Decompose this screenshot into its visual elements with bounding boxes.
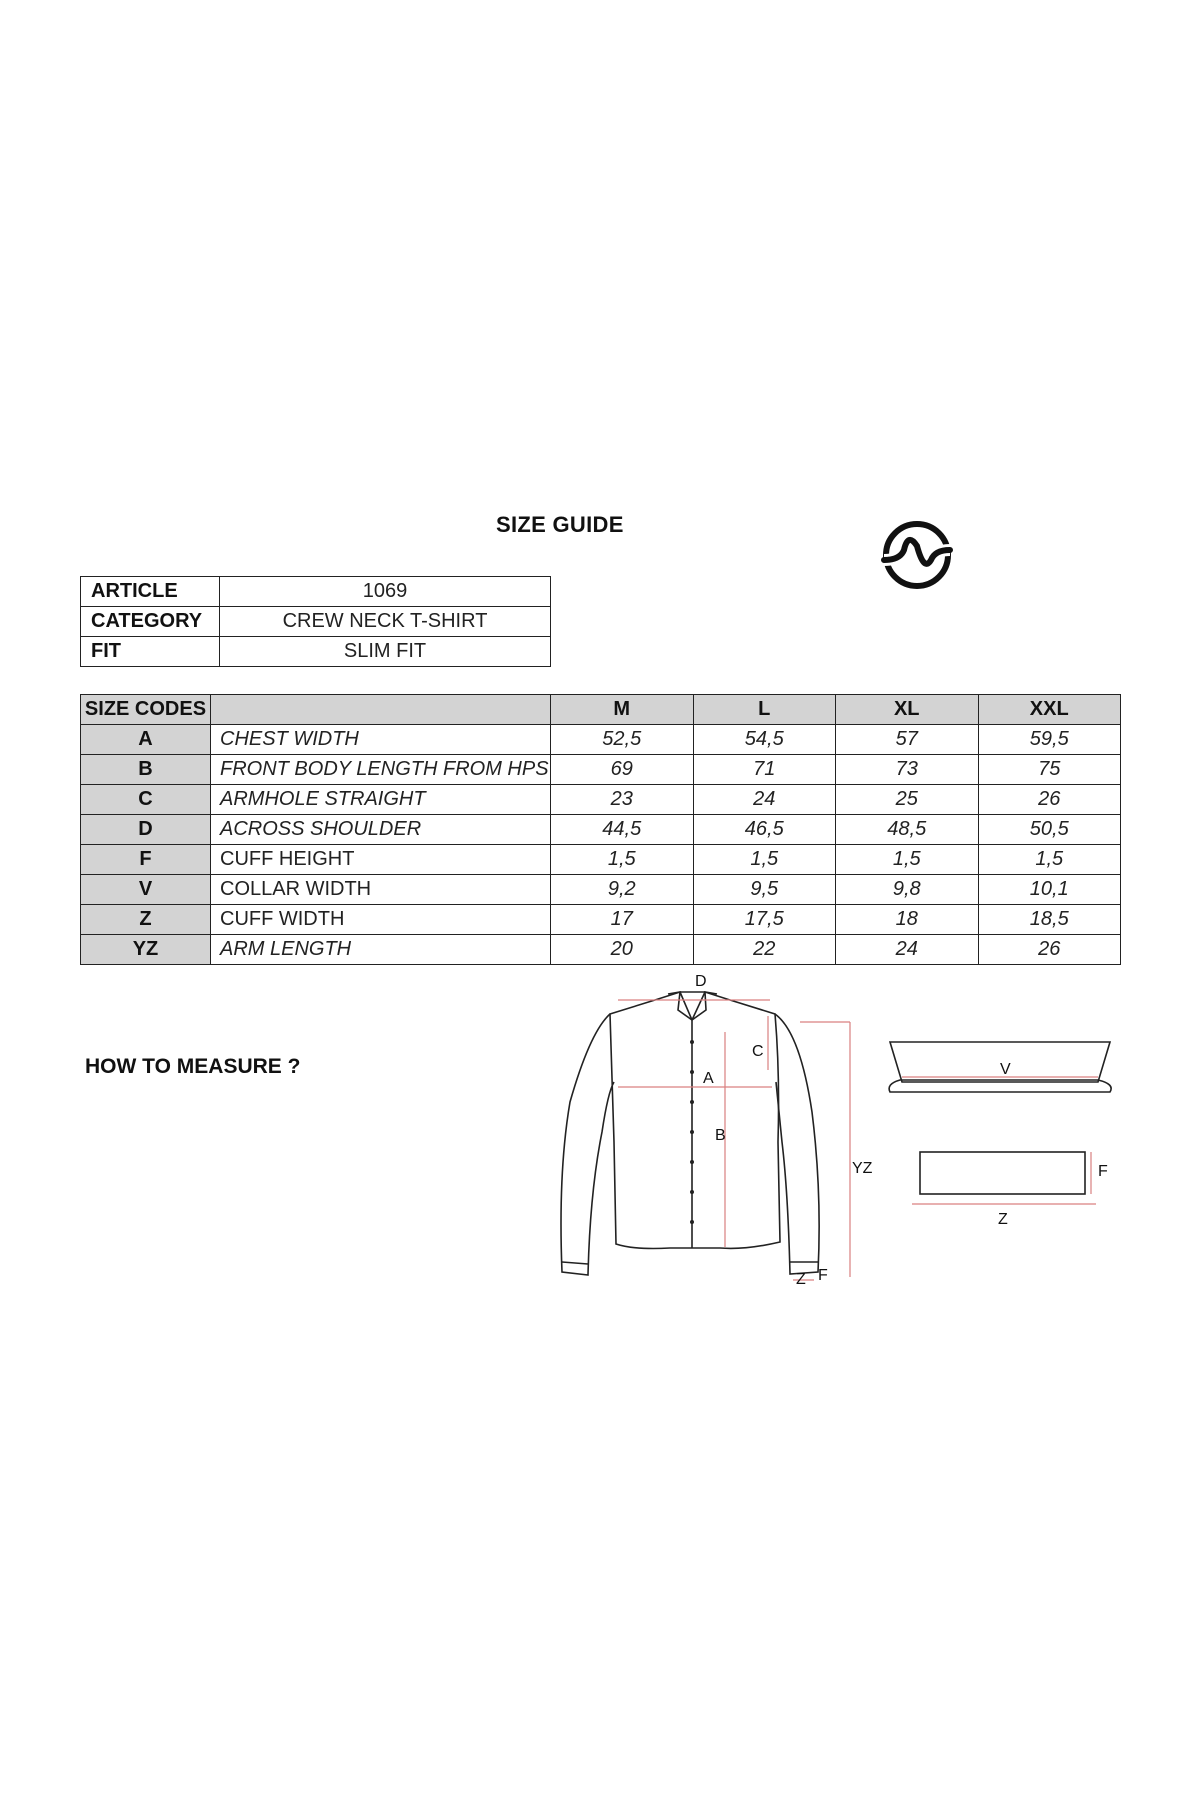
size-code-cell: Z bbox=[81, 905, 211, 935]
measurement-value-cell: 44,5 bbox=[551, 815, 694, 845]
measurement-label-cell: ARMHOLE STRAIGHT bbox=[211, 785, 551, 815]
info-value: 1069 bbox=[220, 577, 551, 607]
size-header-row bbox=[81, 695, 1121, 725]
shirt-measurement-diagram bbox=[550, 972, 1130, 1302]
measurement-value-cell: 54,5 bbox=[693, 725, 836, 755]
measurement-value-cell: 23 bbox=[551, 785, 694, 815]
description-header bbox=[211, 695, 551, 725]
measurement-value-cell: 26 bbox=[978, 785, 1121, 815]
diagram-label-v: V bbox=[1000, 1061, 1011, 1078]
diagram-label-f-cuff: F bbox=[1098, 1163, 1108, 1180]
measurement-value-cell: 46,5 bbox=[693, 815, 836, 845]
how-to-measure-heading: HOW TO MEASURE ? bbox=[85, 1055, 301, 1078]
measurement-label-cell: CHEST WIDTH bbox=[211, 725, 551, 755]
diagram-label-yz: YZ bbox=[852, 1160, 873, 1177]
measurement-value-cell: 26 bbox=[978, 935, 1121, 965]
size-code-cell: YZ bbox=[81, 935, 211, 965]
info-key: FIT bbox=[81, 637, 220, 667]
table-row bbox=[81, 815, 1121, 845]
shirt-outline bbox=[610, 992, 780, 1249]
diagram-label-d: D bbox=[695, 973, 707, 990]
measurement-label-cell: COLLAR WIDTH bbox=[211, 875, 551, 905]
info-row bbox=[81, 577, 551, 607]
size-codes-header: SIZE CODES bbox=[81, 695, 211, 725]
table-row bbox=[81, 935, 1121, 965]
size-code-cell: D bbox=[81, 815, 211, 845]
measurement-value-cell: 24 bbox=[693, 785, 836, 815]
info-row bbox=[81, 607, 551, 637]
table-row bbox=[81, 845, 1121, 875]
measurement-label-cell: ACROSS SHOULDER bbox=[211, 815, 551, 845]
info-value: SLIM FIT bbox=[220, 637, 551, 667]
size-header-cell: M bbox=[551, 695, 694, 725]
table-row bbox=[81, 725, 1121, 755]
measurement-value-cell: 1,5 bbox=[978, 845, 1121, 875]
info-row bbox=[81, 637, 551, 667]
diagram-label-c: C bbox=[752, 1043, 764, 1060]
measurement-label-cell: ARM LENGTH bbox=[211, 935, 551, 965]
table-row bbox=[81, 875, 1121, 905]
size-header-cell: L bbox=[693, 695, 836, 725]
diagram-label-z: Z bbox=[796, 1271, 806, 1288]
measurement-value-cell: 9,5 bbox=[693, 875, 836, 905]
measurement-value-cell: 25 bbox=[836, 785, 979, 815]
page-title: SIZE GUIDE bbox=[496, 512, 624, 537]
size-header-cell: XL bbox=[836, 695, 979, 725]
diagram-label-f: F bbox=[818, 1267, 828, 1284]
measurement-value-cell: 17,5 bbox=[693, 905, 836, 935]
measurement-value-cell: 9,2 bbox=[551, 875, 694, 905]
measurement-value-cell: 18 bbox=[836, 905, 979, 935]
measurement-value-cell: 69 bbox=[551, 755, 694, 785]
measurement-value-cell: 59,5 bbox=[978, 725, 1121, 755]
measurement-value-cell: 1,5 bbox=[836, 845, 979, 875]
measurement-value-cell: 1,5 bbox=[693, 845, 836, 875]
measurement-value-cell: 24 bbox=[836, 935, 979, 965]
size-code-cell: F bbox=[81, 845, 211, 875]
measurement-value-cell: 75 bbox=[978, 755, 1121, 785]
measurement-value-cell: 50,5 bbox=[978, 815, 1121, 845]
measurement-value-cell: 57 bbox=[836, 725, 979, 755]
measurement-label-cell: FRONT BODY LENGTH FROM HPS bbox=[211, 755, 551, 785]
measurement-value-cell: 73 bbox=[836, 755, 979, 785]
diagram-label-z-cuff: Z bbox=[998, 1211, 1008, 1228]
measurement-label-cell: CUFF HEIGHT bbox=[211, 845, 551, 875]
info-key: ARTICLE bbox=[81, 577, 220, 607]
size-chart-table bbox=[80, 694, 1121, 965]
size-code-cell: A bbox=[81, 725, 211, 755]
table-row bbox=[81, 905, 1121, 935]
diagram-label-b: B bbox=[715, 1127, 726, 1144]
diagram-label-a: A bbox=[703, 1070, 714, 1087]
measurement-value-cell: 71 bbox=[693, 755, 836, 785]
info-key: CATEGORY bbox=[81, 607, 220, 637]
article-info-table bbox=[80, 576, 551, 667]
size-code-cell: C bbox=[81, 785, 211, 815]
measurement-value-cell: 20 bbox=[551, 935, 694, 965]
measurement-value-cell: 22 bbox=[693, 935, 836, 965]
measurement-value-cell: 17 bbox=[551, 905, 694, 935]
brand-logo-icon bbox=[878, 516, 956, 594]
measurement-value-cell: 18,5 bbox=[978, 905, 1121, 935]
info-value: CREW NECK T-SHIRT bbox=[220, 607, 551, 637]
measurement-value-cell: 9,8 bbox=[836, 875, 979, 905]
size-code-cell: B bbox=[81, 755, 211, 785]
table-row bbox=[81, 755, 1121, 785]
measurement-label-cell: CUFF WIDTH bbox=[211, 905, 551, 935]
size-code-cell: V bbox=[81, 875, 211, 905]
size-header-cell: XXL bbox=[978, 695, 1121, 725]
measurement-value-cell: 10,1 bbox=[978, 875, 1121, 905]
table-row bbox=[81, 785, 1121, 815]
measurement-value-cell: 48,5 bbox=[836, 815, 979, 845]
measurement-value-cell: 52,5 bbox=[551, 725, 694, 755]
measurement-value-cell: 1,5 bbox=[551, 845, 694, 875]
